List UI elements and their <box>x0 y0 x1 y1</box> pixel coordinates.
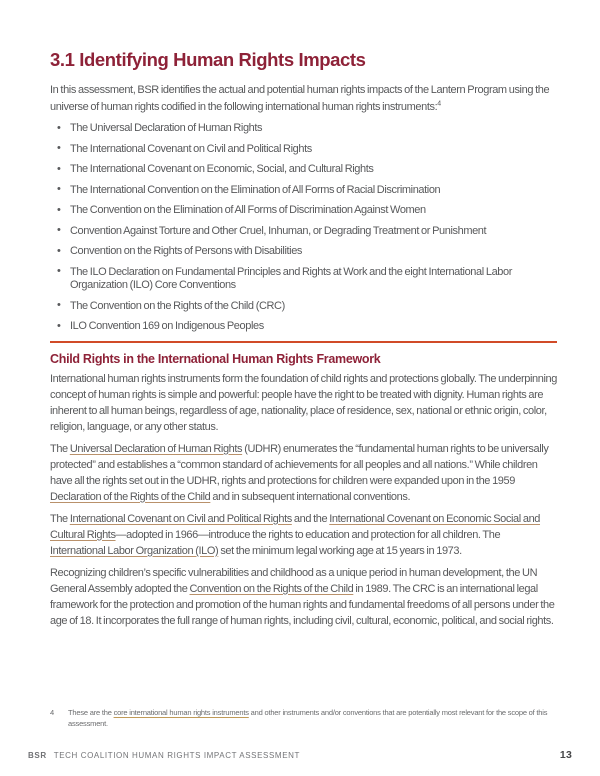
inline-link[interactable]: Declaration of the Rights of the Child <box>50 490 211 503</box>
footnote <box>50 707 550 729</box>
inline-link[interactable]: International Covenant on Civil and Political Rights <box>69 512 292 525</box>
list-item: • Convention Against Torture and Other Cruel, Inhuman, or Degrading Treatment or Punishment <box>50 225 557 239</box>
text-segment: The <box>50 512 70 525</box>
inline-link[interactable]: International Labor Organization (ILO) <box>50 544 219 557</box>
text-segment: set the minimum legal working age at 15 years in 1973. <box>218 544 462 557</box>
child-rights-section <box>50 352 557 629</box>
bsr-brand-text: BSR <box>28 751 47 760</box>
intro-text: In this assessment, BSR identifies the actual and potential human rights impacts of the Lantern Program using the universe of human rights codified in the following international human rights instruments: <box>50 84 550 113</box>
subsection-heading: Child Rights in the International Human Rights Framework <box>50 351 381 366</box>
page-number: 13 <box>559 749 572 761</box>
inline-link[interactable]: International Covenant on Economic Social and Cultural Rights <box>50 512 541 541</box>
paragraph <box>50 441 557 505</box>
text-segment: (UDHR) enumerates the “fundamental human rights to be universally protected” and establishes a “common standard of achievements for all peoples and all nations.” While children have all the rights set out in the UDHR, rights and protections for children were expanded upon in the 1959 <box>50 442 549 487</box>
footer-left <box>28 751 300 760</box>
list-item: • The ILO Declaration on Fundamental Principles and Rights at Work and the eight International Labor Organization (ILO) Core Conventions <box>50 266 557 293</box>
list-item: • The International Covenant on Economic, Social, and Cultural Rights <box>50 163 557 177</box>
inline-link[interactable]: Universal Declaration of Human Rights <box>69 442 243 455</box>
text-segment: Recognizing children’s specific vulnerabilities and childhood as a unique period in human development, the UN General Assembly adopted the <box>50 566 538 595</box>
instruments-list <box>50 122 557 334</box>
list-item: • The Convention on the Rights of the Child (CRC) <box>50 300 557 314</box>
list-item: • The Convention on the Elimination of All Forms of Discrimination Against Women <box>50 204 557 218</box>
footer-document-title: TECH COALITION HUMAN RIGHTS IMPACT ASSESSMENT <box>53 751 300 760</box>
list-item: • The International Convention on the Elimination of All Forms of Racial Discrimination <box>50 184 557 198</box>
inline-link[interactable]: Convention on the Rights of the Child <box>189 582 354 595</box>
list-item: • The Universal Declaration of Human Rights <box>50 122 557 136</box>
text-segment: International human rights instruments form the foundation of child rights and protections globally. The underpinning concept of human rights is simple and powerful: people have the right to be treated with dignity. Human rights are inherent to all human beings, regardless of age, nationality, place of residence, sex, national or ethnic origin, color, religion, language, or any other status. <box>50 372 557 433</box>
text-segment: The <box>50 442 70 455</box>
footnote-text <box>68 707 548 729</box>
page-content <box>50 0 557 635</box>
text-segment: in 1989. The CRC is an international legal framework for the protection and promotion of the human rights and fundamental freedoms of all persons under the age of 18. It incorporates the full range of human rights, including civil, cultural, economic, political, and social rights. <box>50 582 555 627</box>
intro-paragraph <box>50 82 557 116</box>
text-segment: —adopted in 1966—introduce the rights to education and protection for all children. The <box>115 528 501 541</box>
section-title: 3.1 Identifying Human Rights Impacts <box>50 49 366 70</box>
text-segment: and the <box>291 512 330 525</box>
paragraph <box>50 371 557 435</box>
text-segment: These are the <box>68 708 114 717</box>
paragraph <box>50 511 557 559</box>
section-divider <box>50 341 557 343</box>
footnote-number: 4 <box>50 708 54 717</box>
list-item: • ILO Convention 169 on Indigenous Peoples <box>50 320 557 334</box>
inline-link[interactable]: core international human rights instruments <box>113 708 249 717</box>
text-segment: and in subsequent international conventions. <box>210 490 411 503</box>
page-footer <box>28 749 572 761</box>
paragraph <box>50 565 557 629</box>
list-item: • The International Covenant on Civil and Political Rights <box>50 143 557 157</box>
text-segment: and other instruments and/or conventions that are potentially most relevant for the scope of this assessment. <box>68 708 548 728</box>
list-item: • Convention on the Rights of Persons with Disabilities <box>50 245 557 259</box>
footnote-reference: 4 <box>437 100 441 108</box>
